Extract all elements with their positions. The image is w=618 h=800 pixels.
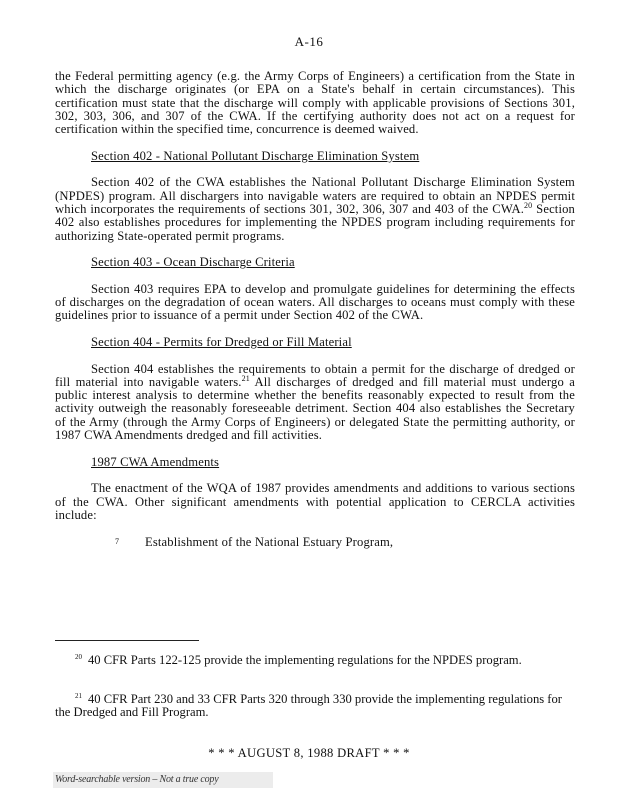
- draft-line: * * * AUGUST 8, 1988 DRAFT * * *: [208, 746, 410, 760]
- body-text: [55, 70, 575, 550]
- footnote-21: [55, 693, 575, 720]
- heading-section-403: [55, 256, 575, 269]
- footnote-number: 20: [75, 653, 82, 661]
- bullet-text: Establishment of the National Estuary Program,: [145, 535, 394, 550]
- paragraph-section-402: [55, 176, 575, 242]
- heading-section-404: [55, 336, 575, 349]
- heading-1987-text: 1987 CWA Amendments: [91, 454, 220, 469]
- footnote-20: [55, 654, 575, 667]
- paragraph-1987-amendments: The enactment of the WQA of 1987 provides amendments and additions to various sections of the CWA. Other significant amendments with potential application to CERCLA activities include:: [55, 481, 575, 522]
- footnote-separator: [55, 640, 199, 641]
- p404-text-a: Section 404 establishes the requirements to obtain a permit for the discharge of dredged or fill material into navigable waters.: [55, 361, 575, 389]
- page-number: A-16: [294, 34, 324, 49]
- heading-404-text: Section 404 - Permits for Dredged or Fill Material: [91, 334, 352, 349]
- paragraph-section-403: Section 403 requires EPA to develop and promulgate guidelines for determining the effects of discharges on the degradation of ocean waters. All discharges to oceans must comply with these guidelines prior to issuance of a permit under Section 402 of the CWA.: [55, 281, 575, 323]
- footnote-ref-21[interactable]: 21: [241, 373, 250, 383]
- p404-text-b: All discharges of dredged and fill material must undergo a public interest analysis to determine whether the benefits reasonably expected to result from the activity outweigh the reasonably foreseeable detriment. Section 404 also establishes the Secretary of the Army (through the Army Corps of Engineers) or delegated State the permitting authority, or 1987 CWA Amendments dredged and fill activities.: [55, 374, 575, 443]
- footnote-number: 21: [75, 692, 82, 700]
- list-item: [55, 535, 575, 549]
- p402-text-a: Section 402 of the CWA establishes the National Pollutant Discharge Elimination System (NPDES) program. All dischargers into navigable waters are required to obtain an NPDES permit which incorporates the requirements of sections 301, 302, 306, 307 and 403 of the CWA.: [55, 175, 575, 216]
- footnote-text: 40 CFR Part 230 and 33 CFR Parts 320 through 330 provide the implementing regulations for the Dredged and Fill Program.: [55, 692, 562, 720]
- heading-402-text: Section 402 - National Pollutant Discharge Elimination System: [91, 148, 420, 163]
- bullet-mark: 7: [115, 537, 120, 547]
- heading-1987-amendments: [55, 456, 575, 469]
- paragraph-section-404: [55, 363, 575, 443]
- watermark-stamp: Word-searchable version – Not a true copy: [53, 772, 273, 788]
- footnote-text: 40 CFR Parts 122-125 provide the implementing regulations for the NPDES program.: [88, 653, 522, 667]
- footnote-ref-20[interactable]: 20: [524, 200, 533, 210]
- heading-403-text: Section 403 - Ocean Discharge Criteria: [91, 255, 295, 270]
- heading-section-402: [55, 150, 575, 163]
- p402-text-b: Section 402 also establishes procedures for implementing the NPDES program including requirements for authorizing State-operated permit programs.: [55, 201, 576, 243]
- paragraph-401-continuation: the Federal permitting agency (e.g. the Army Corps of Engineers) a certification from the State in which the discharge originates (or EPA on a State's behalf in certain circumstances). This certification must state that the discharge will comply with applicable provisions of Sections 301, 302, 303, 306, and 307 of the CWA. If the certifying authority does not act on a request for certification within the specified time, concurrence is deemed waived.: [55, 69, 575, 137]
